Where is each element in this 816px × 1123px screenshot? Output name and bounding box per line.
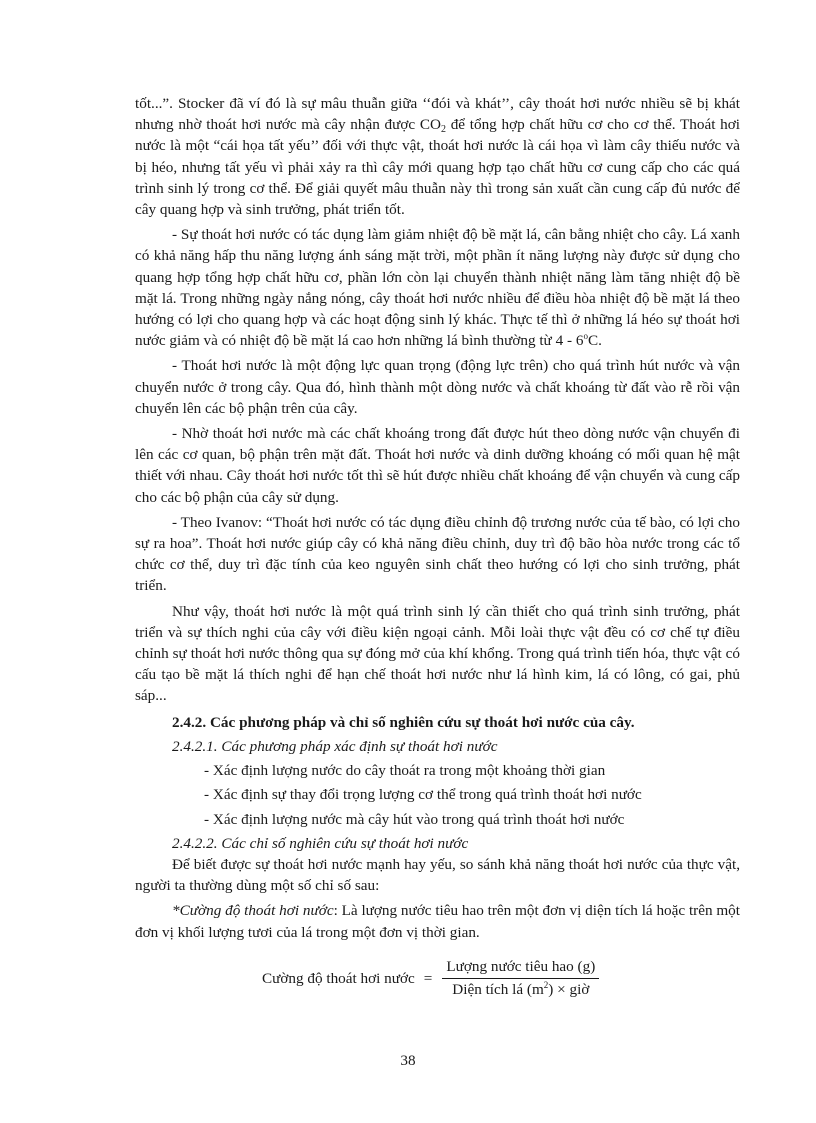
- page-body: [135, 93, 740, 943]
- section-heading-2-4-2: 2.4.2. Các phương pháp và chỉ số nghiên cứu sự thoát hơi nước của cây.: [172, 713, 635, 731]
- formula-denominator: Diện tích lá $(m^2)$ × giờ: [452, 980, 590, 998]
- paragraph-1: tốt...”. Stocker đã ví đó là sự mâu thuẫn giữa ‘‘đói và khát’’, cây thoát hơi nước nhiều sẽ bị khát nhưng nhờ thoát hơi nước mà cây nhận được $CO_2$ để tổng hợp chất hữu cơ cho cơ thể. Thoát hơi nước là một “cái họa tất yếu’’ đối với thực vật, thoát hơi nước là cái họa vì làm cây thiếu nước và bị héo, nhưng tất yếu vì phải xảy ra thì cây mới quang hợp tạo chất hữu cơ cung cấp cho các quá trình sinh lý trong cơ thể. Để giải quyết mâu thuẫn này thì trong sản xuất cần cung cấp đủ nước để cây quang hợp và sinh trưởng, phát triển tốt.: [135, 95, 741, 219]
- bullet-item-2: - Xác định sự thay đổi trọng lượng cơ thể trong quá trình thoát hơi nước: [204, 786, 642, 804]
- definition-term: *Cường độ thoát hơi nước: [172, 902, 334, 920]
- paragraph-2: - Sự thoát hơi nước có tác dụng làm giảm nhiệt độ bề mặt lá, cân bằng nhiệt cho cây. Lá xanh có khả năng hấp thu năng lượng ánh sáng mặt trời, một phần ít năng lượng này được sử dụng cho quang hợp tổng hợp chất hữu cơ, phần lớn còn lại chuyển thành nhiệt năng làm tăng nhiệt độ bề mặt lá. Trong những ngày nắng nóng, cây thoát hơi nước nhiều để điều hòa nhiệt độ bề mặt lá theo hướng có lợi cho quang hợp và các hoạt động sinh lý khác. Thực tế thì ở những lá héo sự thoát hơi nước giảm và có nhiệt độ bề mặt lá cao hơn những lá bình thường từ 4 - 6$^o$C.: [135, 226, 740, 350]
- paragraph-6: Như vậy, thoát hơi nước là một quá trình sinh lý cần thiết cho quá trình sinh trưởng, phát triển và sự thích nghi của cây với điều kiện ngoại cảnh. Mỗi loài thực vật đều có cơ chế tự điều chỉnh sự thoát hơi nước thông qua sự đóng mở của khí khổng. Trong quá trình tiến hóa, thực vật có cấu tạo bề mặt lá thích nghi để hạn chế thoát hơi nước như lá hình kim, lá có lông, có gai, phủ sáp...: [135, 602, 740, 705]
- paragraph-3: - Thoát hơi nước là một động lực quan trọng (động lực trên) cho quá trình hút nước và vận chuyển nước ở trong cây. Qua đó, hình thành một dòng nước và chất khoáng từ đất vào rễ rồi vận chuyển lên các bộ phận trên của cây.: [135, 357, 740, 417]
- bullet-item-3: - Xác định lượng nước mà cây hút vào trong quá trình thoát hơi nước: [204, 810, 625, 828]
- paragraph-7: Để biết được sự thoát hơi nước mạnh hay yếu, so sánh khả năng thoát hơi nước của thực vật, người ta thường dùng một số chỉ số sau:: [135, 855, 740, 895]
- paragraph-4: - Nhờ thoát hơi nước mà các chất khoáng trong đất được hút theo dòng nước vận chuyển đi lên các cơ quan, bộ phận trên mặt đất. Thoát hơi nước và dinh dưỡng khoáng có mối quan hệ mật thiết với nhau. Cây thoát hơi nước tốt thì sẽ hút được nhiều chất khoáng để vận chuyển và cung cấp cho các bộ phận của cây sử dụng.: [135, 425, 740, 506]
- subsection-heading-2-4-2-2: 2.4.2.2. Các chỉ số nghiên cứu sự thoát hơi nước: [172, 834, 469, 852]
- transpiration-formula: [262, 958, 599, 999]
- formula-numerator: Lượng nước tiêu hao (g): [442, 958, 599, 979]
- subsection-heading-2-4-2-1: 2.4.2.1. Các phương pháp xác định sự thoát hơi nước: [172, 737, 498, 755]
- formula-fraction: [442, 958, 599, 999]
- paragraph-8: *Cường độ thoát hơi nước: Là lượng nước tiêu hao trên một đơn vị diện tích lá hoặc trên một đơn vị khối lượng tươi của lá trong một đơn vị thời gian.: [135, 902, 740, 941]
- formula-lhs: Cường độ thoát hơi nước: [262, 969, 415, 987]
- formula-equals: =: [423, 969, 433, 987]
- paragraph-5: - Theo Ivanov: “Thoát hơi nước có tác dụng điều chỉnh độ trương nước của tế bào, có lợi cho sự ra hoa”. Thoát hơi nước giúp cây có khả năng điều chỉnh, duy trì độ bão hòa nước trong các tổ chức cơ thể, duy trì đặc tính của keo nguyên sinh chất theo hướng có lợi cho sinh trưởng, phát triển.: [135, 513, 740, 595]
- page-number: 38: [400, 1052, 416, 1069]
- bullet-item-1: - Xác định lượng nước do cây thoát ra trong một khoảng thời gian: [204, 762, 606, 780]
